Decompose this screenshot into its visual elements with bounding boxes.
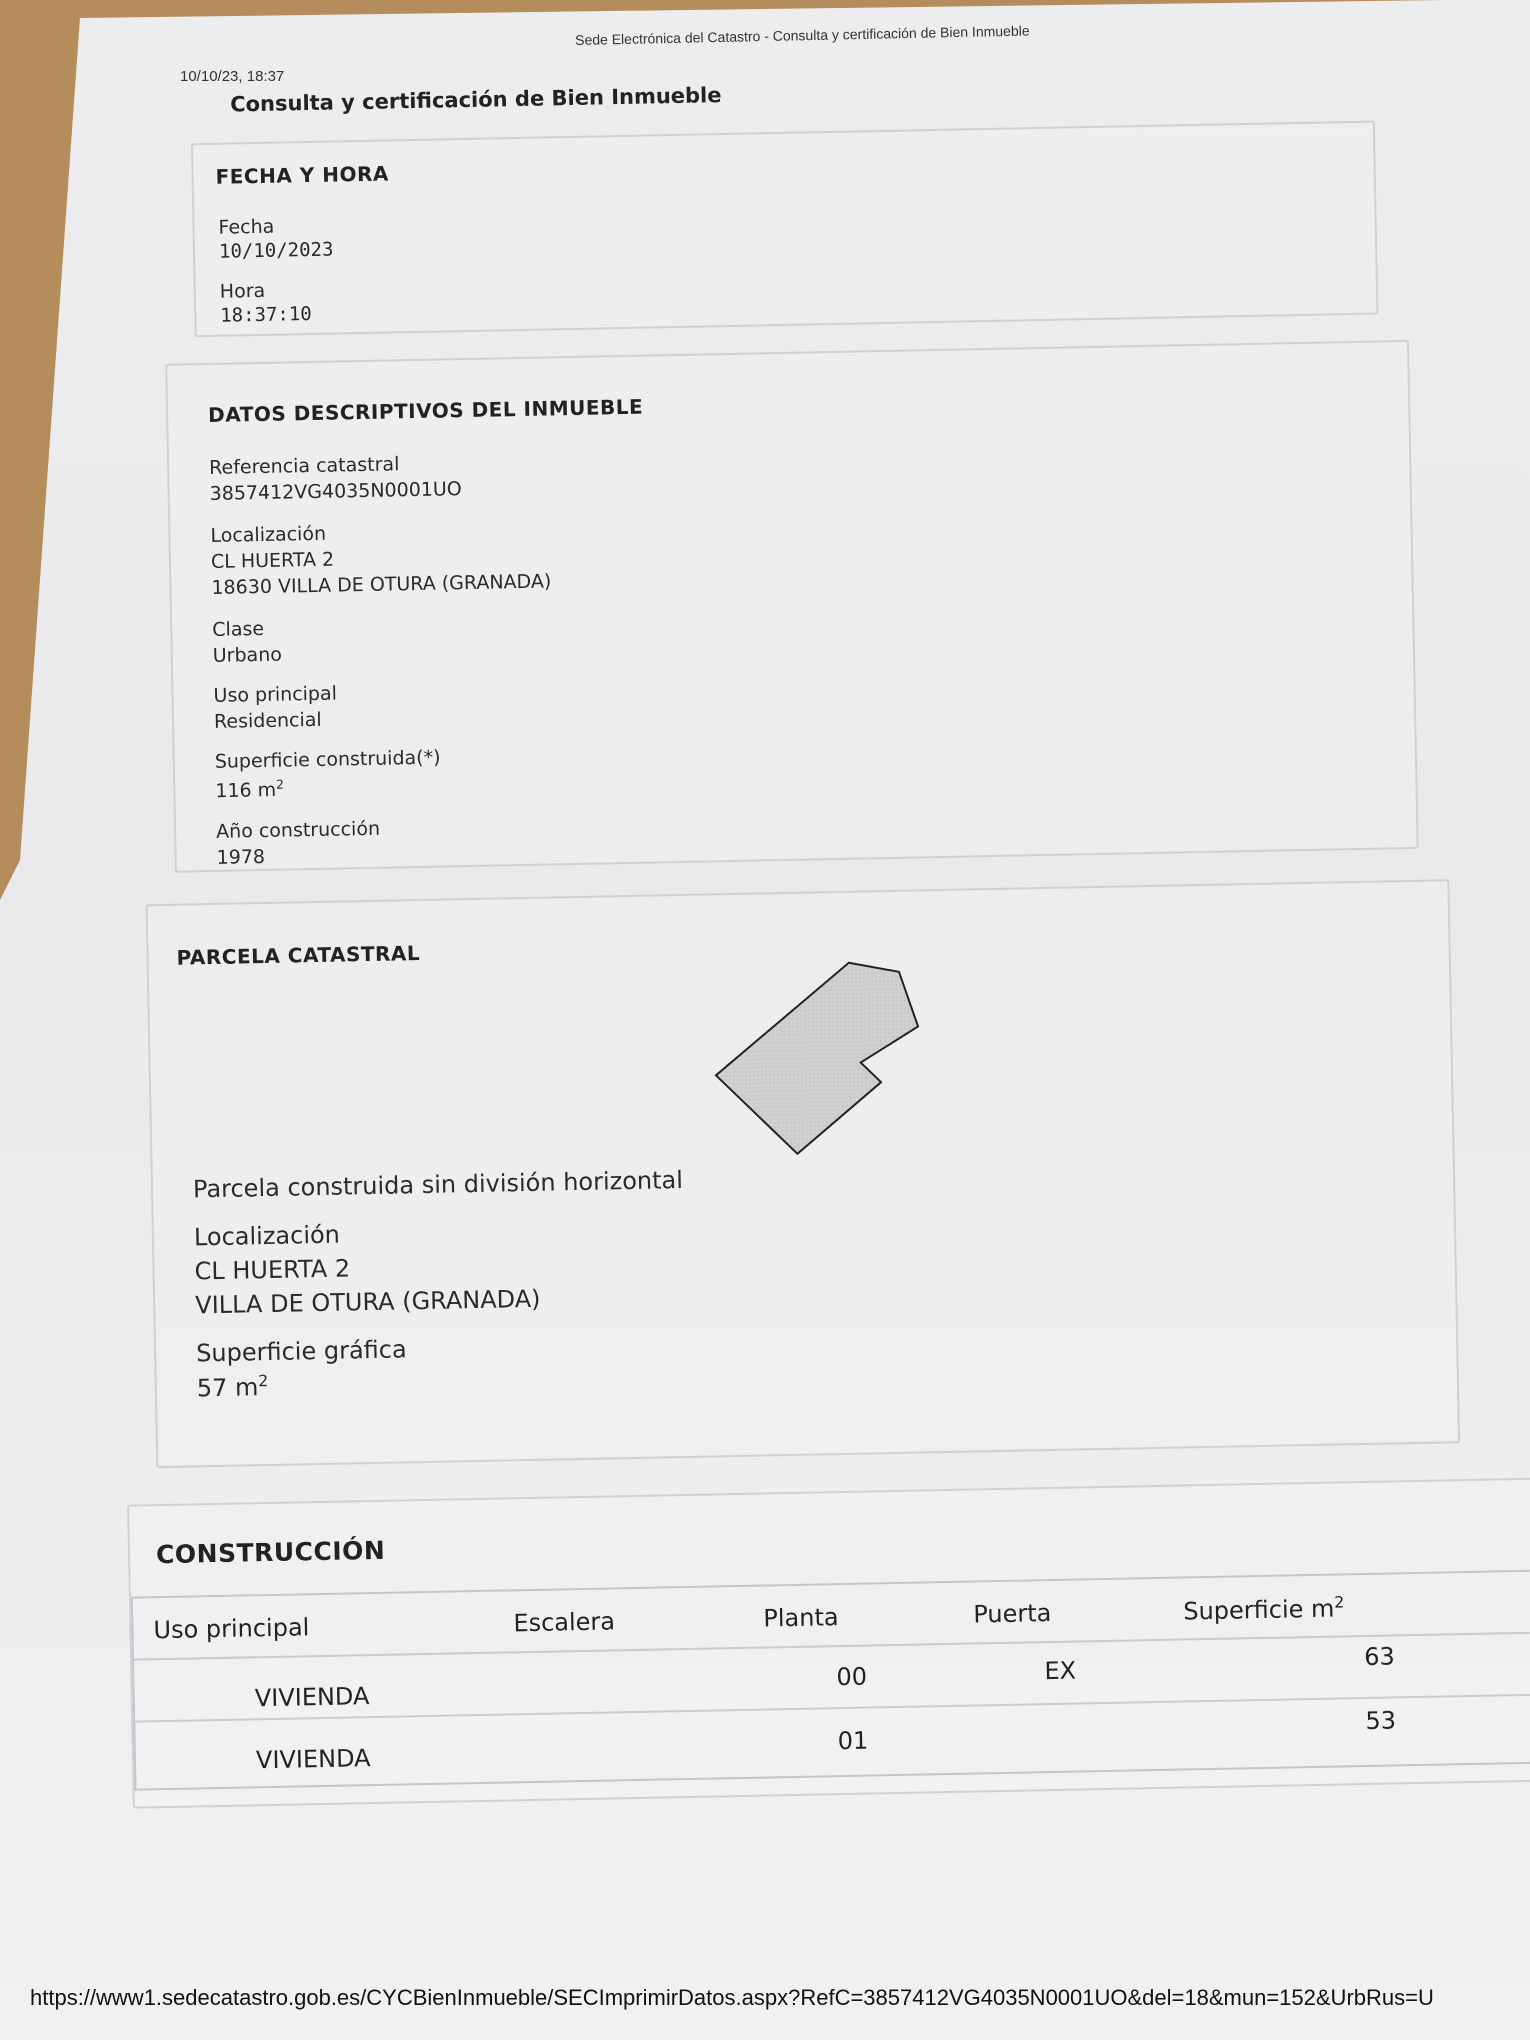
datos-descriptivos-section — [165, 340, 1419, 873]
uso-principal-value: Residencial — [213, 708, 322, 733]
localizacion-line1: CL HUERTA 2 — [210, 548, 335, 573]
page-title: Consulta y certificación de Bien Inmueble — [229, 83, 722, 117]
anio-construccion-value: 1978 — [216, 845, 266, 869]
superficie-construida-value — [215, 778, 284, 803]
construccion-title: CONSTRUCCIÓN — [155, 1535, 386, 1570]
cell-uso: VIVIENDA — [254, 1682, 370, 1713]
parcel-plan-image — [699, 951, 933, 1185]
col-header-superficie — [1183, 1593, 1345, 1625]
anio-construccion-label: Año construcción — [215, 817, 381, 843]
col-header-escalera: Escalera — [513, 1607, 616, 1638]
superficie-grafica-value — [197, 1372, 269, 1402]
referencia-value: 3857412VG4035N0001UO — [209, 478, 462, 505]
superficie-construida-exp: 2 — [275, 777, 285, 792]
col-header-superficie-exp: 2 — [1334, 1593, 1345, 1612]
uso-principal-label: Uso principal — [213, 682, 338, 707]
parcela-catastral-section — [146, 879, 1461, 1468]
parcel-shape — [714, 961, 921, 1155]
clase-label: Clase — [212, 617, 265, 641]
superficie-grafica-exp: 2 — [258, 1372, 269, 1391]
fecha-value: 10/10/2023 — [218, 238, 334, 263]
superficie-construida-label: Superficie construida(*) — [214, 746, 441, 773]
referencia-label: Referencia catastral — [208, 453, 400, 479]
cell-superficie: 63 — [1363, 1642, 1396, 1672]
datos-title: DATOS DESCRIPTIVOS DEL INMUEBLE — [207, 394, 644, 427]
footer-url: https://www1.sedecatastro.gob.es/CYCBienInmueble/SECImprimirDatos.aspx?RefC=3857412VG4035N0001UO&del=18&mun=152&UrbRus=U — [30, 1985, 1434, 2010]
col-header-puerta: Puerta — [973, 1599, 1052, 1629]
cell-planta: 01 — [837, 1726, 869, 1756]
parcela-title: PARCELA CATASTRAL — [176, 941, 421, 970]
hora-value: 18:37:10 — [220, 302, 312, 327]
col-header-planta: Planta — [763, 1603, 839, 1633]
superficie-grafica-number: 57 m — [196, 1373, 259, 1403]
parcela-localizacion-label: Localización — [193, 1220, 341, 1252]
localizacion-label: Localización — [210, 522, 327, 547]
localizacion-line2: 18630 VILLA DE OTURA (GRANADA) — [211, 570, 552, 599]
superficie-construida-number: 116 m — [215, 779, 277, 803]
construccion-section — [127, 1477, 1530, 1808]
cell-uso: VIVIENDA — [255, 1744, 371, 1775]
clase-value: Urbano — [212, 643, 283, 667]
cell-superficie: 53 — [1365, 1706, 1397, 1736]
print-datetime: 10/10/23, 18:37 — [180, 68, 285, 85]
fecha-hora-title: FECHA Y HORA — [215, 161, 390, 189]
fecha-hora-section — [191, 121, 1379, 338]
construccion-table — [131, 1569, 1530, 1790]
parcela-localizacion-line1: CL HUERTA 2 — [194, 1254, 351, 1286]
parcela-localizacion-line2: VILLA DE OTURA (GRANADA) — [194, 1284, 541, 1320]
hora-label: Hora — [219, 279, 266, 303]
superficie-grafica-label: Superficie gráfica — [195, 1335, 407, 1368]
col-header-uso: Uso principal — [153, 1613, 310, 1645]
parcela-descripcion: Parcela construida sin división horizontal — [192, 1166, 684, 1204]
print-header-title: Sede Electrónica del Catastro - Consulta y certificación de Bien Inmueble — [575, 22, 1030, 48]
fecha-label: Fecha — [218, 215, 275, 239]
col-header-superficie-text: Superficie m — [1183, 1594, 1335, 1626]
cell-planta: 00 — [836, 1662, 868, 1692]
cell-puerta: EX — [1044, 1656, 1077, 1686]
